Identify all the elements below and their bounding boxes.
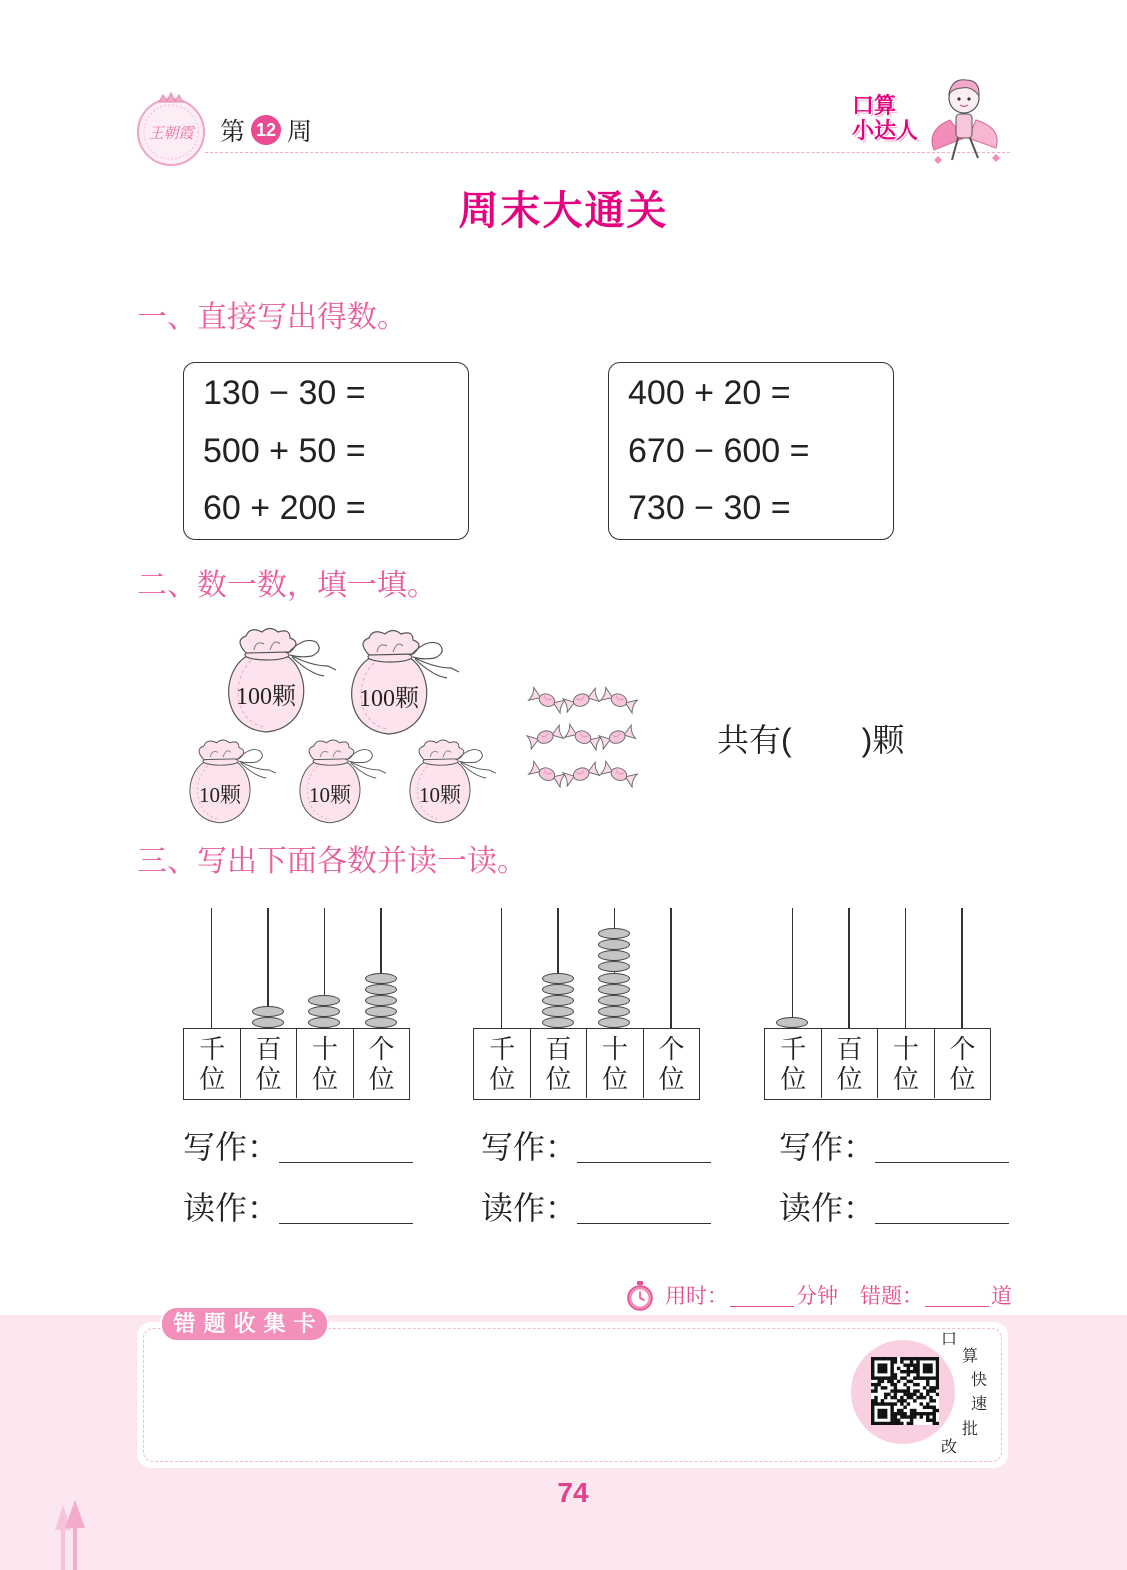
place-value-label: 个位 [658, 1035, 685, 1094]
place-value-label: 百位 [255, 1035, 282, 1094]
publisher-logo-text: 王朝霞 [148, 126, 194, 142]
time-blank [730, 1284, 794, 1307]
section-3-heading: 三、写出下面各数并读一读。 [137, 845, 527, 878]
calc-problem: 730 − 30 = [628, 489, 791, 527]
time-error-record [665, 1283, 1012, 1311]
abacus-bead [598, 961, 630, 972]
week-indicator [220, 114, 312, 146]
abacus-bead [598, 984, 630, 995]
calc-problem: 500 + 50 = [203, 431, 366, 470]
place-value-table [473, 1028, 700, 1100]
abacus-rod [501, 908, 503, 1028]
brand-line-2: 小达人 [852, 118, 919, 143]
publisher-logo [133, 92, 209, 168]
section-1-heading: 一、直接写出得数。 [137, 301, 407, 334]
small-candy-bag [403, 738, 499, 826]
abacus-bead [542, 995, 574, 1006]
place-value-cell [765, 1029, 822, 1098]
abacus-bead [542, 984, 574, 995]
abacus-bead [542, 973, 574, 984]
bag-label: 10颗 [309, 783, 351, 807]
calc-problem: 670 − 600 = [628, 431, 810, 470]
header-divider [205, 152, 1010, 153]
calc-box-2 [608, 362, 894, 540]
place-value-cell [643, 1029, 700, 1098]
place-value-cell [586, 1029, 643, 1098]
read-row [779, 1188, 1009, 1228]
candy-icon [561, 759, 603, 794]
loose-candies [524, 684, 644, 794]
brand-logo [852, 93, 922, 143]
answer-prefix: 共有( [717, 722, 792, 758]
qr-caption-char: 口 [941, 1331, 958, 1348]
abacus-bead [542, 1006, 574, 1017]
errors-label: 错题： [860, 1285, 923, 1308]
place-value-cell [530, 1029, 587, 1098]
place-value-cell [474, 1029, 531, 1098]
place-value-label: 百位 [545, 1035, 572, 1094]
abacus-bead [252, 1017, 284, 1028]
answer-blank [792, 720, 862, 760]
abacus-bead [252, 1006, 284, 1017]
abacus-bead [365, 973, 397, 984]
abacus-bead [598, 1006, 630, 1017]
place-value-label: 千位 [489, 1035, 516, 1094]
place-value-cell [353, 1029, 410, 1098]
place-value-table [183, 1028, 410, 1100]
small-candy-bag [183, 738, 279, 826]
stopwatch-icon [626, 1281, 654, 1311]
week-number-badge: 12 [251, 115, 281, 145]
abacus-2 [473, 905, 700, 1101]
abacus-rod [961, 908, 963, 1028]
errors-blank [925, 1284, 989, 1307]
read-blank [577, 1193, 711, 1224]
error-card-title: 错题收集卡 [160, 1306, 329, 1342]
place-value-label: 千位 [780, 1035, 807, 1094]
qr-caption-char: 算 [962, 1348, 979, 1365]
money-bag-icon [343, 628, 463, 738]
place-value-label: 十位 [311, 1035, 338, 1094]
candy-icon [561, 721, 604, 758]
place-value-label: 百位 [836, 1035, 863, 1094]
abacus-rod [792, 908, 794, 1028]
bag-label: 100颗 [359, 686, 419, 712]
place-value-label: 个位 [368, 1035, 395, 1094]
read-label: 读作： [779, 1190, 876, 1226]
week-prefix: 第 [220, 118, 246, 146]
qr-caption-char: 批 [962, 1421, 979, 1438]
abacus-rod [848, 908, 850, 1028]
abacus-3 [764, 905, 991, 1101]
abacus-bead [598, 939, 630, 950]
abacus-bead [365, 995, 397, 1006]
qr-caption-char: 改 [941, 1439, 958, 1456]
write-label: 写作： [779, 1129, 876, 1165]
abacus-bead [598, 928, 630, 939]
big-candy-bag [220, 626, 340, 736]
abacus-rod [211, 908, 213, 1028]
read-label: 读作： [481, 1190, 578, 1226]
qr-code-icon [871, 1357, 939, 1425]
page-number: 74 [557, 1477, 589, 1508]
bag-label: 10颗 [419, 783, 461, 807]
abacus-rod [670, 908, 672, 1028]
section-2-heading: 二、数一数，填一填。 [137, 569, 437, 602]
abacus-rod [905, 908, 907, 1028]
write-label: 写作： [183, 1129, 280, 1165]
bag-label: 10颗 [199, 783, 241, 807]
read-blank [279, 1193, 413, 1224]
write-row [183, 1127, 413, 1167]
write-label: 写作： [481, 1129, 578, 1165]
place-value-cell [240, 1029, 297, 1098]
read-blank [875, 1193, 1009, 1224]
write-row [481, 1127, 711, 1167]
week-suffix: 周 [287, 118, 313, 146]
candy-icon [597, 722, 639, 757]
place-value-table [764, 1028, 991, 1100]
calc-problem: 130 − 30 = [203, 374, 366, 412]
place-value-label: 十位 [892, 1035, 919, 1094]
answer-suffix: )颗 [861, 722, 905, 758]
count-answer [717, 720, 904, 760]
abacus-bead [598, 1017, 630, 1028]
write-blank [875, 1132, 1009, 1163]
calc-box-1 [183, 362, 469, 540]
abacus-1 [183, 905, 410, 1101]
abacus-bead [308, 995, 340, 1006]
abacus-bead [542, 1017, 574, 1028]
brand-line-1: 口算 [852, 93, 897, 118]
abacus-bead [365, 984, 397, 995]
candy-icon [597, 758, 640, 795]
read-row [183, 1188, 413, 1228]
place-value-label: 千位 [199, 1035, 226, 1094]
abacus-bead [365, 1006, 397, 1017]
candy-icon [525, 722, 567, 757]
time-unit: 分钟 [796, 1285, 838, 1308]
write-blank [577, 1132, 711, 1163]
place-value-cell [877, 1029, 934, 1098]
abacus-bead [598, 973, 630, 984]
abacus-bead [598, 995, 630, 1006]
write-blank [279, 1132, 413, 1163]
calc-problem: 60 + 200 = [203, 489, 366, 527]
calc-problem: 400 + 20 = [628, 374, 791, 412]
big-candy-bag [343, 628, 463, 738]
read-label: 读作： [183, 1190, 280, 1226]
bag-label: 100颗 [236, 684, 296, 710]
place-value-cell [296, 1029, 353, 1098]
abacus-bead [308, 1006, 340, 1017]
qr-caption-char: 速 [971, 1396, 988, 1413]
place-value-cell [184, 1029, 241, 1098]
qr-caption-char: 快 [971, 1372, 988, 1389]
place-value-cell [821, 1029, 878, 1098]
page-title: 周末大通关 [458, 189, 669, 233]
abacus-bead [365, 1017, 397, 1028]
candy-icon [525, 684, 568, 721]
mascot-icon [922, 72, 1014, 168]
read-row [481, 1188, 711, 1228]
candy-icon [597, 684, 640, 721]
time-label: 用时： [665, 1285, 728, 1308]
abacus-bead [308, 1017, 340, 1028]
abacus-bead [598, 950, 630, 961]
write-row [779, 1127, 1009, 1167]
up-arrow-icon [50, 1497, 92, 1570]
candy-icon [525, 758, 568, 795]
abacus-bead [776, 1017, 808, 1028]
candy-icon [561, 685, 603, 720]
small-candy-bag [293, 738, 389, 826]
money-bag-icon [220, 626, 340, 736]
place-value-cell [934, 1029, 991, 1098]
place-value-label: 十位 [601, 1035, 628, 1094]
place-value-label: 个位 [949, 1035, 976, 1094]
errors-unit: 道 [991, 1285, 1012, 1308]
